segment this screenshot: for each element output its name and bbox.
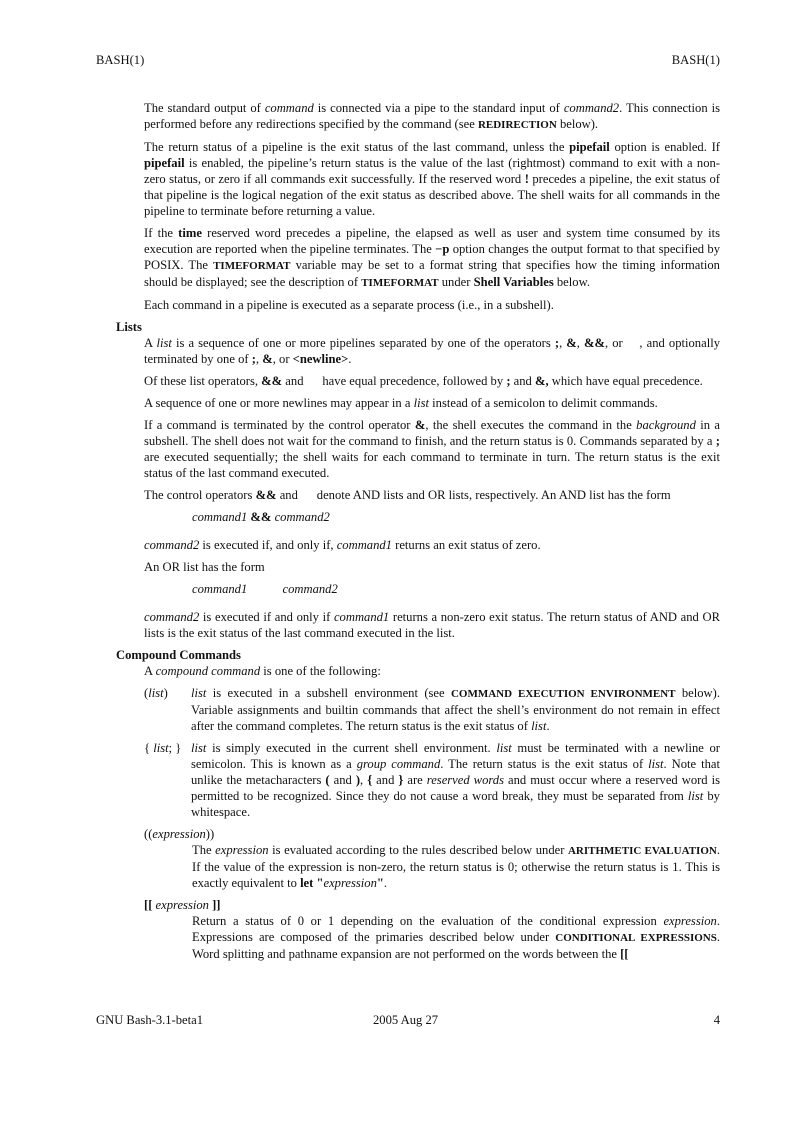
section-heading-lists: Lists <box>116 320 142 334</box>
header-right: BASH(1) <box>671 53 720 67</box>
lists-paragraph-2: Of these list operators, && and have equal precedence, followed by ; and &, which have equal precedence. <box>144 374 703 388</box>
header-left: BASH(1) <box>96 53 145 67</box>
compound-item-conditional <box>96 897 720 962</box>
pipeline-paragraph-4: Each command in a pipeline is executed as a separate process (i.e., in a subshell). <box>144 298 554 312</box>
compound-item-group-command <box>96 740 720 820</box>
pipeline-paragraph-1: The standard output of command is connected via a pipe to the standard input of command2. This connection is performed before any redirections specified by the command (see REDIRECTION below). <box>144 101 720 131</box>
compound-item-subshell-list <box>96 685 720 734</box>
item-tag: (list) <box>144 686 168 700</box>
item-tag: ((expression)) <box>144 827 215 841</box>
item-tag: [[ expression ]] <box>144 898 221 912</box>
lists-paragraph-8: command2 is executed if and only if command1 returns a non-zero exit status. The return status of AND and OR lists is the exit status of the last command executed in the list. <box>144 610 720 640</box>
item-description: list is simply executed in the current shell environment. list must be terminated with a newline or semicolon. This is known as a group command. The return status is the exit status of list. Note that unlike the metacharacters ( and ), { and } are reserved words and must occur where a reserved word is permitted to be recognized. Since they do not cause a word break, they must be separated from list by whitespace. <box>191 741 721 819</box>
lists-paragraph-5: The control operators && and denote AND lists and OR lists, respectively. An AND list has the form <box>144 488 671 502</box>
lists-paragraph-7: An OR list has the form <box>144 560 265 574</box>
lists-paragraph-3: A sequence of one or more newlines may appear in a list instead of a semicolon to delimit commands. <box>144 396 658 410</box>
item-description: list is executed in a subshell environment (see COMMAND EXECUTION ENVIRONMENT below). Variable assignments and builtin commands that affect the shell’s environment do not remain in effect after the command completes. The return status is the exit status of list. <box>191 686 720 733</box>
section-heading-compound-commands: Compound Commands <box>116 648 241 662</box>
pipeline-paragraph-3: If the time reserved word precedes a pipeline, the elapsed as well as user and system time consumed by its execution are reported when the pipeline terminates. The −p option changes the output format to that specified by POSIX. The TIMEFORMAT variable may be set to a format string that specifies how the timing information should be displayed; see the description of TIMEFORMAT under Shell Variables below. <box>144 226 721 289</box>
footer-left: GNU Bash-3.1-beta1 <box>96 1013 204 1027</box>
lists-paragraph-6: command2 is executed if, and only if, command1 returns an exit status of zero. <box>144 538 541 552</box>
or-list-example: command1 command2 <box>192 582 338 596</box>
footer-date: 2005 Aug 27 <box>373 1013 439 1027</box>
item-tag: { list; } <box>144 741 182 755</box>
lists-paragraph-4: If a command is terminated by the control operator &, the shell executes the command in the background in a subshell. The shell does not wait for the command to finish, and the return status is 0. Commands separated by a ; are executed sequentially; the shell waits for each command to terminate in turn. The return status is the exit status of the last command executed. <box>144 418 720 480</box>
page-number: 4 <box>713 1013 720 1027</box>
compound-item-arithmetic <box>96 826 720 891</box>
item-description: Return a status of 0 or 1 depending on the evaluation of the conditional expression expression. Expressions are composed of the primaries described below under CONDITIONAL EXPRESSIONS. Word splitting and pathname expansion are not performed on the words between the [[ <box>192 914 721 961</box>
compound-intro: A compound command is one of the following: <box>144 664 381 678</box>
item-description: The expression is evaluated according to the rules described below under ARITHMETIC EVALUATION. If the value of the expression is non-zero, the return status is 0; otherwise the return status is 1. This is exactly equivalent to let "expression". <box>192 843 720 890</box>
man-page-body <box>96 100 720 962</box>
lists-paragraph-1: A list is a sequence of one or more pipelines separated by one of the operators ;, &, &&, or , and optionally terminated by one of ;, &, or <newline>. <box>144 336 720 366</box>
and-list-example: command1 && command2 <box>192 510 330 524</box>
page-header <box>96 52 720 68</box>
page-footer <box>96 1012 720 1028</box>
pipeline-paragraph-2: The return status of a pipeline is the exit status of the last command, unless the pipefail option is enabled. If pipefail is enabled, the pipeline’s return status is the value of the last (rightmost) command to exit with a non-zero status, or zero if all commands exit successfully. If the reserved word ! precedes a pipeline, the exit status of that pipeline is the logical negation of the exit status as described above. The shell waits for all commands in the pipeline to terminate before returning a value. <box>144 140 720 218</box>
